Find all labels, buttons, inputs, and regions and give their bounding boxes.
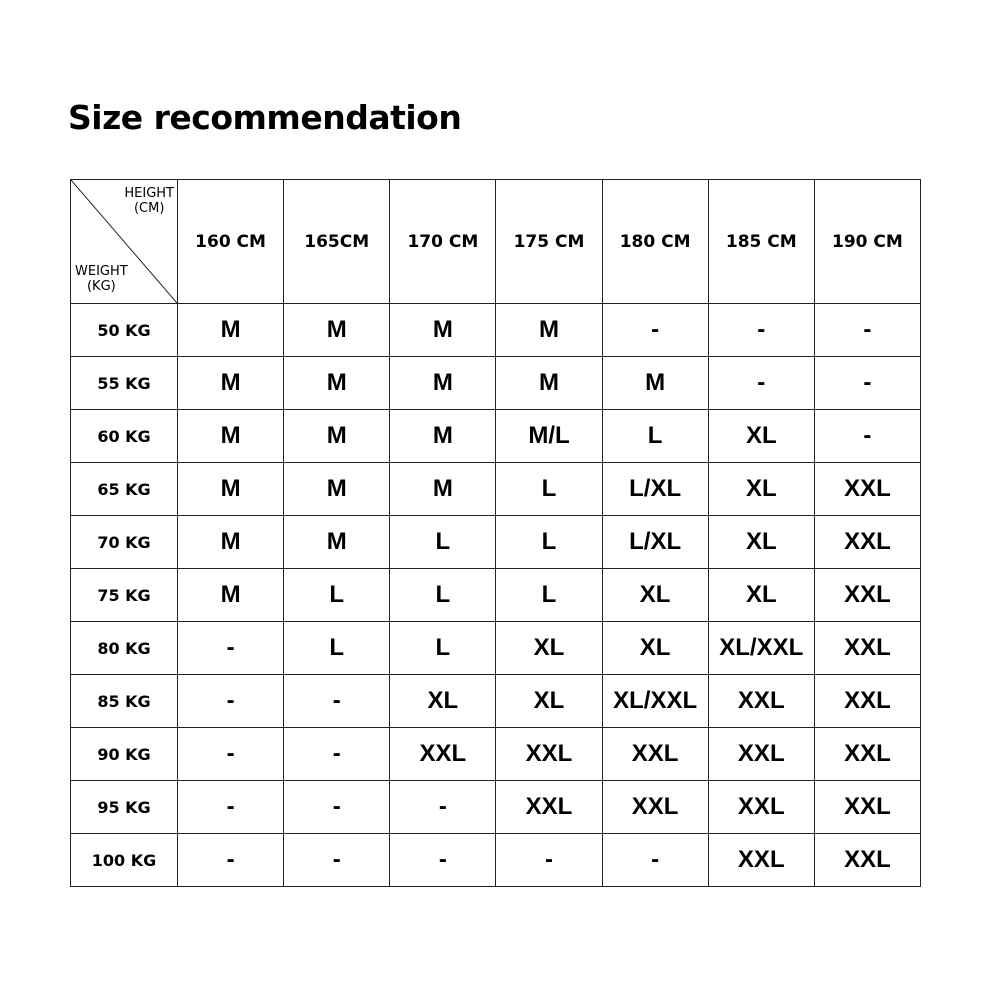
size-cell: M [178,304,284,357]
size-cell: - [708,304,814,357]
size-table-body [71,304,921,887]
weight-row-header: 85 KG [71,675,178,728]
size-cell: M [602,357,708,410]
corner-header-cell [71,180,178,304]
size-cell: XXL [814,675,920,728]
size-cell: M [390,357,496,410]
size-cell: M [178,516,284,569]
size-cell: M [284,516,390,569]
weight-row-header: 80 KG [71,622,178,675]
weight-row-header: 70 KG [71,516,178,569]
table-row [71,675,921,728]
table-row [71,516,921,569]
height-column-header: 170 CM [390,180,496,304]
size-cell: XXL [814,463,920,516]
size-cell: - [178,781,284,834]
weight-label-line2: (KG) [86,279,116,294]
weight-row-header: 60 KG [71,410,178,463]
size-cell: M [178,463,284,516]
size-cell: M [178,357,284,410]
table-row [71,728,921,781]
size-cell: - [178,675,284,728]
size-cell: L [390,622,496,675]
table-row [71,622,921,675]
height-column-header: 185 CM [708,180,814,304]
size-cell: M [178,410,284,463]
height-label-line1: HEIGHT [124,186,174,201]
size-cell: XL [708,410,814,463]
size-cell: XL [602,622,708,675]
size-cell: - [178,622,284,675]
size-cell: XXL [814,569,920,622]
size-cell: L/XL [602,463,708,516]
size-cell: - [390,834,496,887]
size-cell: - [284,834,390,887]
size-cell: - [708,357,814,410]
size-cell: XXL [814,728,920,781]
size-cell: XXL [496,781,602,834]
size-cell: XL [496,622,602,675]
size-cell: XL/XXL [602,675,708,728]
height-column-header: 180 CM [602,180,708,304]
size-cell: XXL [602,728,708,781]
size-cell: - [284,675,390,728]
size-cell: M [496,304,602,357]
size-cell: XL [602,569,708,622]
table-row [71,304,921,357]
size-cell: XXL [708,675,814,728]
weight-label-line1: WEIGHT [75,264,128,279]
size-cell: M [284,463,390,516]
size-cell: XXL [602,781,708,834]
size-cell: M [284,410,390,463]
size-cell: XL [496,675,602,728]
height-column-header: 175 CM [496,180,602,304]
size-cell: - [284,781,390,834]
size-cell: XXL [814,622,920,675]
table-row [71,834,921,887]
size-cell: XL [708,569,814,622]
size-cell: XXL [708,728,814,781]
size-cell: - [496,834,602,887]
weight-row-header: 65 KG [71,463,178,516]
header-row [71,180,921,304]
size-cell: XXL [814,781,920,834]
size-cell: - [602,834,708,887]
size-cell: L [602,410,708,463]
height-axis-label [124,186,174,216]
size-cell: - [814,304,920,357]
size-cell: XXL [390,728,496,781]
size-cell: - [602,304,708,357]
weight-row-header: 95 KG [71,781,178,834]
size-cell: XXL [708,834,814,887]
size-cell: XXL [496,728,602,781]
size-cell: M [178,569,284,622]
page-title: Size recommendation [68,98,462,137]
size-cell: L [390,516,496,569]
height-column-header: 160 CM [178,180,284,304]
size-cell: M [284,304,390,357]
table-row [71,463,921,516]
size-cell: L [496,569,602,622]
size-cell: XL/XXL [708,622,814,675]
weight-row-header: 90 KG [71,728,178,781]
size-cell: XL [390,675,496,728]
table-row [71,781,921,834]
size-cell: XL [708,463,814,516]
size-cell: XXL [814,834,920,887]
size-cell: - [178,834,284,887]
size-chart-table [70,179,921,887]
size-cell: M [390,410,496,463]
size-cell: XL [708,516,814,569]
size-cell: M [284,357,390,410]
size-cell: L/XL [602,516,708,569]
size-cell: M [496,357,602,410]
weight-row-header: 100 KG [71,834,178,887]
size-cell: XXL [814,516,920,569]
weight-row-header: 75 KG [71,569,178,622]
size-cell: M [390,304,496,357]
size-cell: - [390,781,496,834]
weight-row-header: 55 KG [71,357,178,410]
weight-row-header: 50 KG [71,304,178,357]
height-column-header: 190 CM [814,180,920,304]
size-cell: - [814,357,920,410]
weight-axis-label [75,264,128,294]
table-row [71,410,921,463]
size-cell: L [390,569,496,622]
table-row [71,357,921,410]
size-cell: M/L [496,410,602,463]
table-row [71,569,921,622]
size-cell: - [284,728,390,781]
size-cell: M [390,463,496,516]
size-cell: - [178,728,284,781]
height-column-header: 165CM [284,180,390,304]
size-cell: L [284,569,390,622]
size-cell: L [496,516,602,569]
size-cell: L [496,463,602,516]
size-cell: - [814,410,920,463]
size-cell: L [284,622,390,675]
height-label-line2: (CM) [133,201,165,216]
size-cell: XXL [708,781,814,834]
